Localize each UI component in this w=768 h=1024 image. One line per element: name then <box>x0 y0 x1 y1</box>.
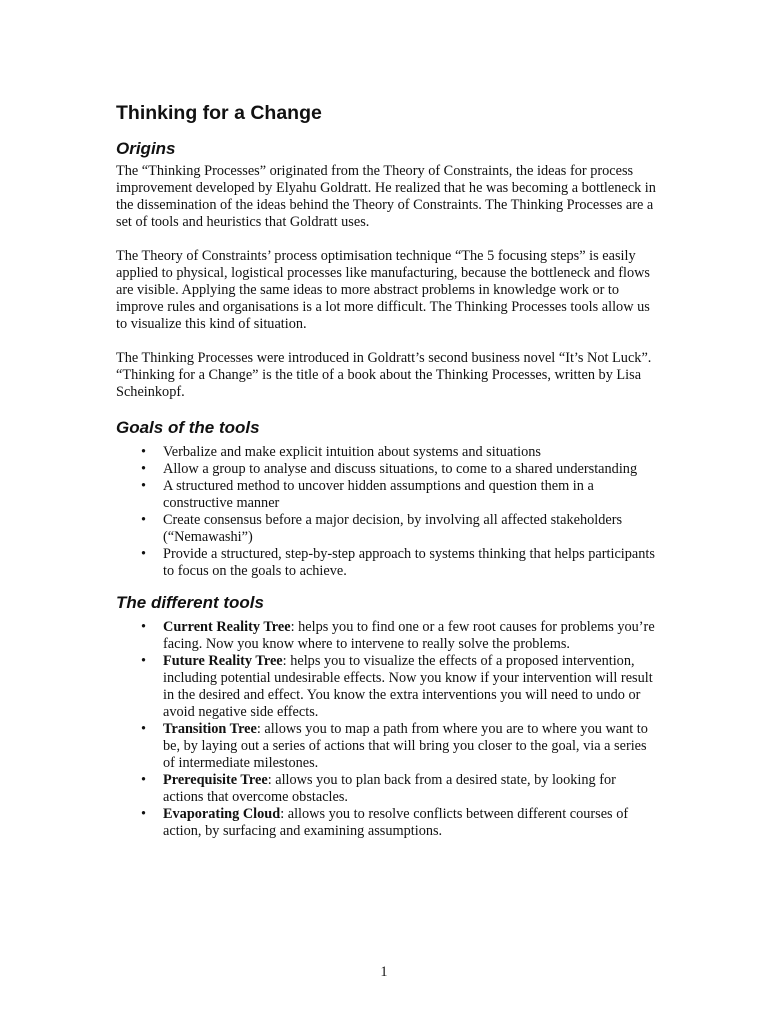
tool-description: : allows you to map a path from where you are to where you want to be, by laying out a series of actions that will bring you closer to the goal, via a series of intermediate milestones. <box>163 721 648 771</box>
tool-name: Future Reality Tree <box>163 653 283 669</box>
tool-name: Prerequisite Tree <box>163 772 268 788</box>
origins-paragraph-3: The Thinking Processes were introduced in Goldratt’s second business novel “It’s Not Luck”. “Thinking for a Change” is the title of a book about the Thinking Processes, written by Lisa Scheinkopf. <box>116 350 652 400</box>
tool-item <box>116 721 656 772</box>
tool-description: : helps you to visualize the effects of a proposed intervention, including potential undesirable effects. Now you know if your intervention will result in the desired and effect. You know the extra interventions you will need to undo or avoid negative side effects. <box>163 653 653 720</box>
goal-item: • Verbalize and make explicit intuition about systems and situations <box>116 444 656 461</box>
goal-item: • Create consensus before a major decision, by involving all affected stakeholders (“Nemawashi”) <box>116 512 656 546</box>
goals-list <box>116 444 656 580</box>
goals-heading: Goals of the tools <box>116 418 260 437</box>
goal-item: • A structured method to uncover hidden assumptions and question them in a constructive manner <box>116 478 656 512</box>
tool-item <box>116 806 656 840</box>
origins-heading: Origins <box>116 139 176 158</box>
tool-name: Transition Tree <box>163 721 257 737</box>
document-title: Thinking for a Change <box>116 102 322 124</box>
tool-item <box>116 619 656 653</box>
tool-description: : helps you to find one or a few root causes for problems you’re facing. Now you know where to intervene to really solve the problems. <box>163 619 655 652</box>
goal-item: • Provide a structured, step-by-step approach to systems thinking that helps participants to focus on the goals to achieve. <box>116 546 656 580</box>
tool-item <box>116 653 656 721</box>
tools-list <box>116 619 656 840</box>
page-number: 1 <box>380 964 388 980</box>
tool-description: : allows you to plan back from a desired state, by looking for actions that overcome obstacles. <box>163 772 616 805</box>
tool-name: Evaporating Cloud <box>163 806 281 822</box>
tools-heading: The different tools <box>116 593 264 612</box>
tool-description: : allows you to resolve conflicts between different courses of action, by surfacing and examining assumptions. <box>163 806 629 839</box>
tool-name: Current Reality Tree <box>163 619 291 635</box>
document-page <box>116 100 656 840</box>
origins-paragraph-2: The Theory of Constraints’ process optimisation technique “The 5 focusing steps” is easily applied to physical, logistical processes like manufacturing, because the bottleneck and flows are visible. Applying the same ideas to more abstract problems in knowledge work or to improve rules and organisations is a lot more difficult. The Thinking Processes tools allow us to visualize this kind of situation. <box>116 248 650 332</box>
origins-paragraph-1: The “Thinking Processes” originated from the Theory of Constraints, the ideas for process improvement developed by Elyahu Goldratt. He realized that he was becoming a bottleneck in the dissemination of the ideas behind the Theory of Constraints. The Thinking Processes are a set of tools and heuristics that Goldratt uses. <box>116 163 656 230</box>
tool-item <box>116 772 656 806</box>
goal-item: • Allow a group to analyse and discuss situations, to come to a shared understanding <box>116 461 656 478</box>
